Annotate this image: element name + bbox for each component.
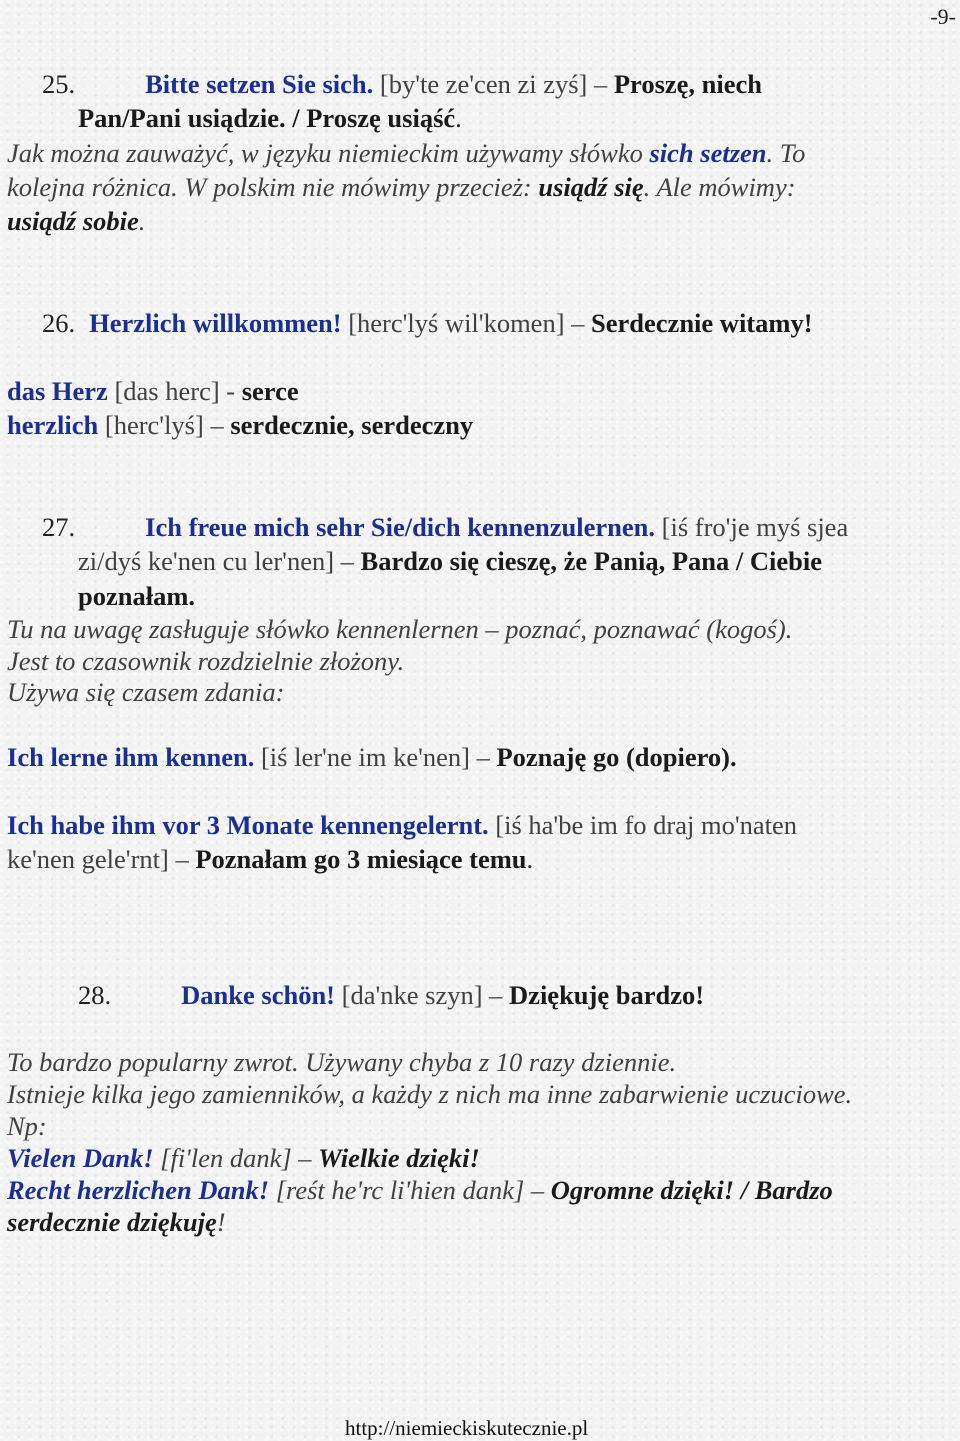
punctuation: .: [455, 103, 462, 133]
footer-url: http://niemieckiskutecznie.pl: [345, 1416, 589, 1440]
polish-translation: Bardzo się cieszę, że Panią, Pana / Ciebie: [360, 546, 822, 576]
note-28-line-1: To bardzo popularny zwrot. Używany chyba z 10 razy dziennie.: [7, 1047, 677, 1077]
german-sentence: Ich habe ihm vor 3 Monate kennengelernt.: [7, 810, 489, 840]
punctuation: !: [216, 1207, 226, 1237]
polish-sentence: serdecznie dziękuję: [7, 1207, 217, 1237]
german-phrase: Herzlich willkommen!: [89, 308, 342, 338]
german-word: herzlich: [7, 410, 99, 440]
pronunciation: [fi'len dank] –: [153, 1143, 319, 1173]
polish-word: serdecznie, serdeczny: [230, 410, 474, 440]
polish-translation: poznałam.: [78, 581, 196, 611]
phrase-number: 25.: [42, 69, 76, 99]
pronunciation: [das herc] -: [107, 376, 242, 406]
vocab-herz: [7, 374, 299, 408]
polish-word: serce: [241, 376, 299, 406]
polish-sentence: Poznaję go (dopiero).: [496, 742, 737, 772]
polish-term: usiądź się: [538, 172, 644, 202]
page-number: -9-: [930, 4, 956, 29]
note-25-line-1: [7, 136, 805, 170]
phrase-27-line-3: [78, 579, 195, 613]
phrase-27-line-2: [78, 544, 822, 578]
example-27-2-line-1: [7, 808, 797, 842]
pronunciation: ke'nen gele'rnt] –: [7, 844, 196, 874]
example-27-2-line-2: [7, 842, 533, 876]
pronunciation: [by'te ze'cen zi zyś] –: [373, 69, 614, 99]
pronunciation: [reśt he'rc li'hien dank] –: [269, 1175, 551, 1205]
note-27-line-2: Jest to czasownik rozdzielnie złożony.: [7, 646, 405, 676]
polish-sentence: Poznałam go 3 miesiące temu: [195, 844, 527, 874]
phrase-25-line-1: [42, 67, 762, 101]
example-28-2-line-2: [7, 1205, 226, 1239]
phrase-25-line-2: [78, 101, 462, 135]
german-phrase: Bitte setzen Sie sich.: [145, 69, 374, 99]
phrase-number: 28.: [78, 980, 112, 1010]
example-27-1: [7, 740, 737, 774]
note-text: . To: [766, 138, 806, 168]
example-28-1: [7, 1141, 480, 1175]
note-27-line-1: Tu na uwagę zasługuje słówko kennenlernen – poznać, poznawać (kogoś).: [7, 614, 793, 644]
phrase-number: 26.: [42, 308, 76, 338]
polish-term: usiądź sobie: [7, 206, 139, 236]
example-28-2-line-1: [7, 1173, 833, 1207]
german-sentence: Recht herzlichen Dank!: [7, 1175, 270, 1205]
polish-translation: Proszę, niech: [613, 69, 763, 99]
note-28-line-3: Np:: [7, 1111, 47, 1141]
german-phrase: Ich freue mich sehr Sie/dich kennenzulernen.: [145, 512, 656, 542]
german-sentence: Ich lerne ihm kennen.: [7, 742, 255, 772]
polish-sentence: Ogromne dzięki! / Bardzo: [550, 1175, 833, 1205]
note-text: kolejna różnica. W polskim nie mówimy przecież:: [7, 172, 539, 202]
note-text: .: [138, 206, 146, 236]
pronunciation: [herc'lyś wil'komen] –: [341, 308, 592, 338]
note-27-line-3: Używa się czasem zdania:: [7, 677, 285, 707]
note-28-line-2: Istnieje kilka jego zamienników, a każdy z nich ma inne zabarwienie uczuciowe.: [7, 1079, 853, 1109]
german-word: das Herz: [7, 376, 108, 406]
polish-translation: Serdecznie witamy!: [591, 308, 813, 338]
phrase-26-line: [42, 306, 813, 340]
german-phrase: Danke schön!: [181, 980, 336, 1010]
pronunciation: [iś ha'be im fo draj mo'naten: [488, 810, 797, 840]
vocab-herzlich: [7, 408, 473, 442]
punctuation: .: [526, 844, 534, 874]
phrase-27-line-1: [42, 510, 848, 544]
pronunciation: [da'nke szyn] –: [335, 980, 510, 1010]
pronunciation: [herc'lyś] –: [98, 410, 231, 440]
polish-translation: Pan/Pani usiądzie. / Proszę usiąść: [78, 103, 456, 133]
pronunciation: zi/dyś ke'nen cu ler'nen] –: [78, 546, 361, 576]
note-text: Jak można zauważyć, w języku niemieckim używamy słówko: [7, 138, 650, 168]
note-25-line-3: [7, 204, 145, 238]
phrase-28-line: [78, 978, 704, 1012]
polish-translation: Dziękuję bardzo!: [509, 980, 705, 1010]
german-sentence: Vielen Dank!: [7, 1143, 154, 1173]
pronunciation: [iś fro'je myś sjea: [655, 512, 849, 542]
german-term: sich setzen: [649, 138, 767, 168]
phrase-number: 27.: [42, 512, 76, 542]
polish-sentence: Wielkie dzięki!: [318, 1143, 480, 1173]
pronunciation: [iś ler'ne im ke'nen] –: [254, 742, 497, 772]
note-25-line-2: [7, 170, 796, 204]
note-text: . Ale mówimy:: [643, 172, 796, 202]
